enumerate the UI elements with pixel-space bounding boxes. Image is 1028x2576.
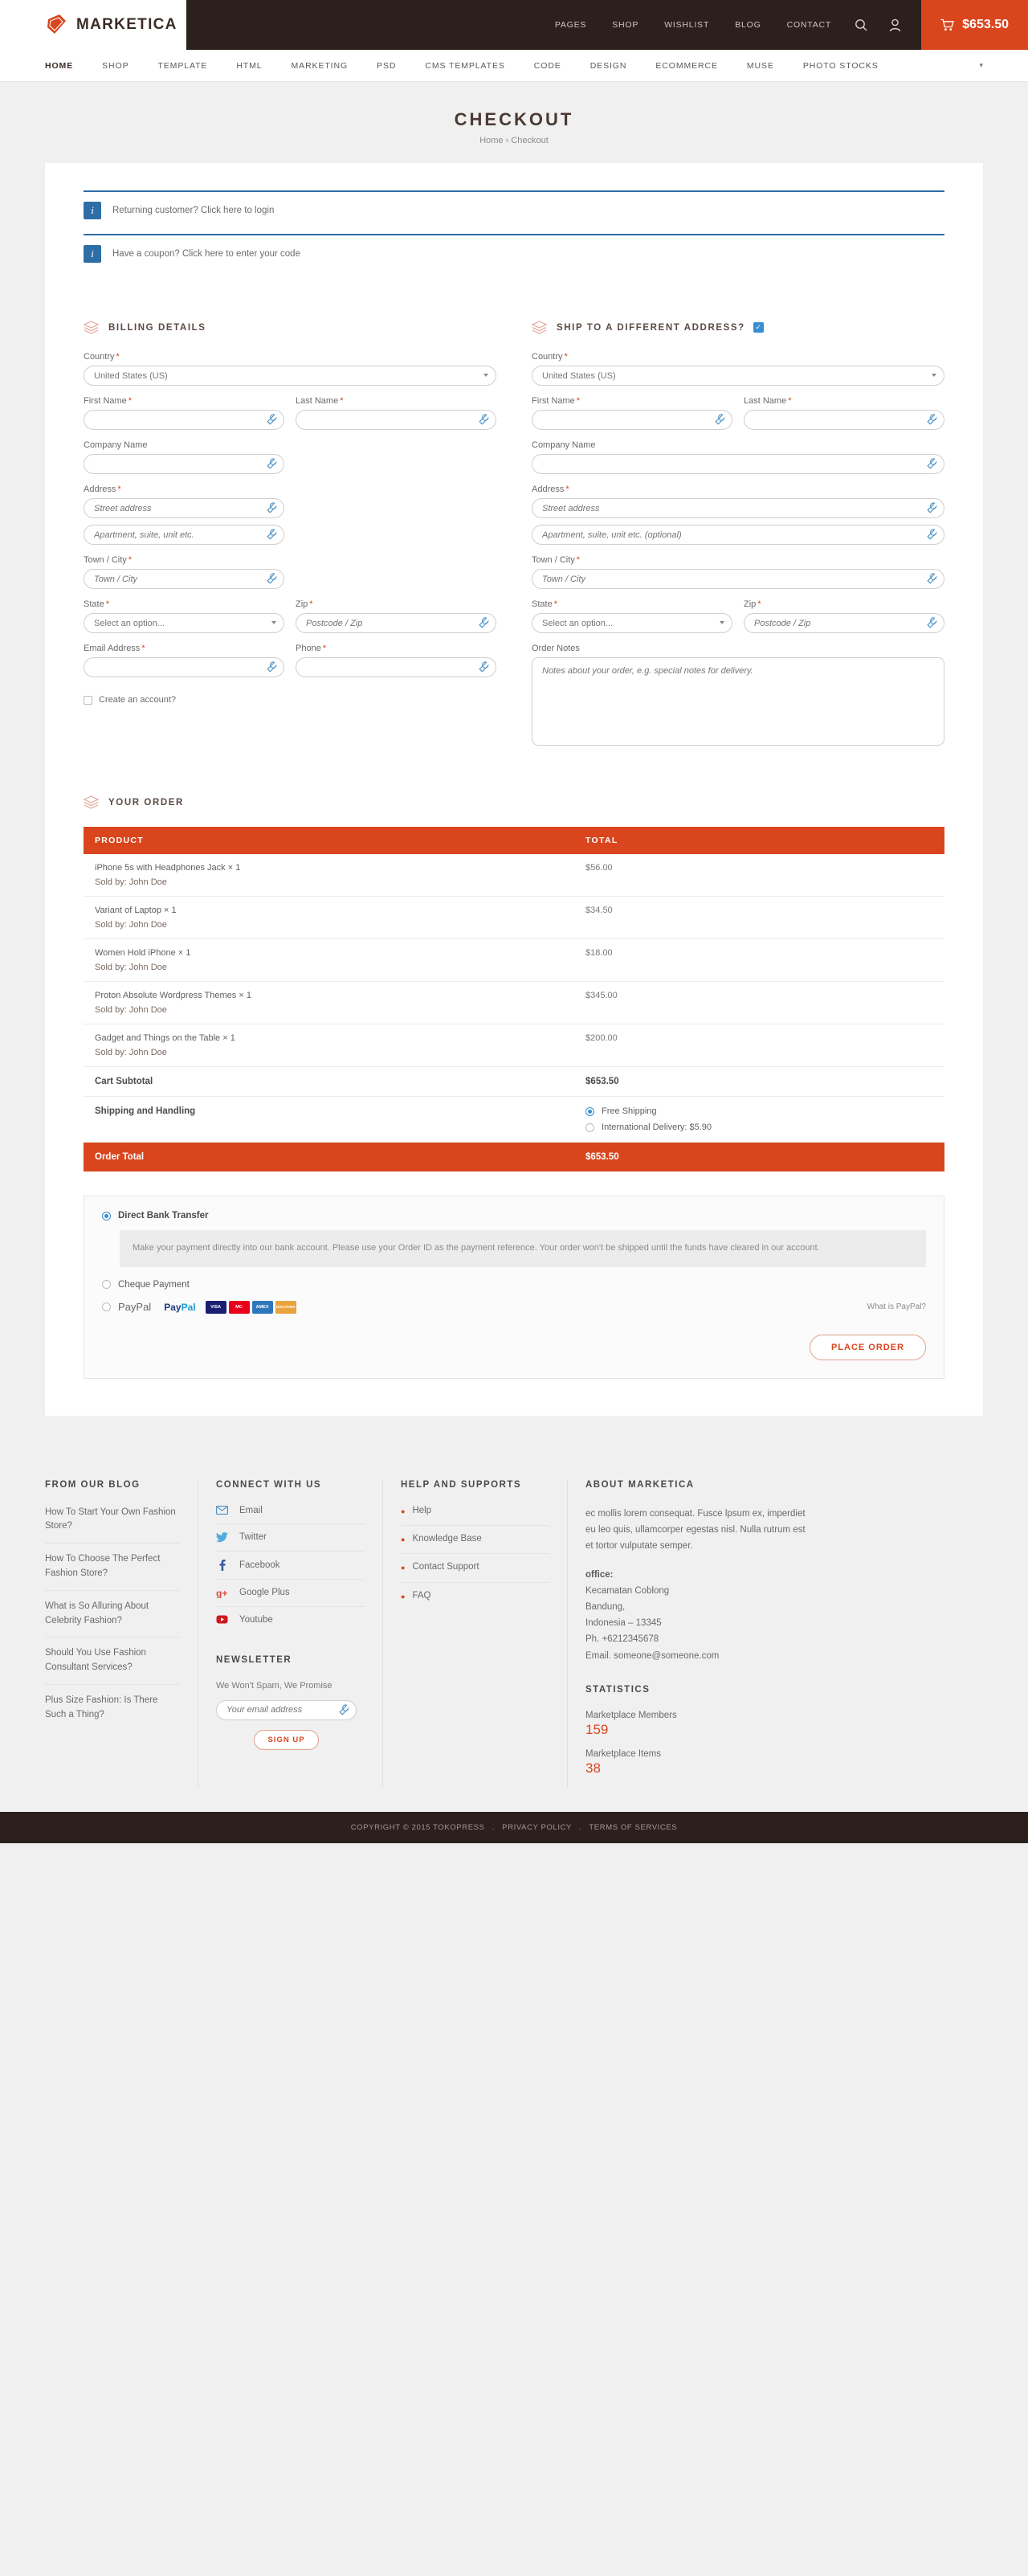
divider: .	[579, 1822, 582, 1832]
shipping-option-international[interactable]	[585, 1122, 933, 1132]
product-name: Variant of Laptop × 1	[95, 906, 177, 915]
shipping-label: Shipping and Handling	[84, 1097, 574, 1143]
shipping-option-free[interactable]	[585, 1106, 933, 1116]
order-notes-textarea[interactable]	[532, 657, 944, 746]
table-row	[84, 1024, 944, 1067]
cart-total: $653.50	[962, 18, 1009, 31]
wrench-icon	[927, 617, 937, 631]
billing-lastname-label: Last Name *	[296, 396, 344, 406]
wrench-icon	[267, 529, 277, 542]
footer-connect-column	[198, 1480, 382, 1788]
info-icon: i	[84, 202, 101, 219]
billing-company-group	[84, 440, 284, 474]
billing-email-input[interactable]	[84, 657, 284, 677]
order-total-row	[84, 1143, 944, 1172]
billing-lastname-group	[296, 396, 496, 430]
shipping-heading	[532, 321, 944, 334]
billing-heading	[84, 321, 496, 334]
radio-icon	[102, 1212, 111, 1221]
column-product: PRODUCT	[84, 827, 574, 854]
billing-country-select[interactable]	[84, 366, 496, 386]
column-total: TOTAL	[574, 827, 944, 854]
social-link-twitter[interactable]	[216, 1532, 365, 1552]
cart-subtotal-label: Cart Subtotal	[84, 1067, 574, 1097]
logo-text: MARKETICA	[76, 16, 177, 33]
order-table	[84, 827, 944, 1171]
shipping-city-label: Town / City *	[532, 555, 581, 565]
checkout-card	[45, 163, 983, 1416]
billing-firstname-group	[84, 396, 284, 430]
paypal-logo-icon: PayPal	[164, 1301, 196, 1313]
shipping-country-label: Country *	[532, 352, 568, 362]
shipping-city-group	[532, 555, 944, 589]
login-notice[interactable]	[84, 190, 944, 229]
social-link-google-plus[interactable]	[216, 1588, 365, 1607]
shipping-city-input[interactable]	[532, 569, 944, 589]
shipping-options	[574, 1097, 944, 1143]
top-navigation	[186, 0, 921, 50]
product-total: $18.00	[574, 939, 944, 982]
about-text: ec mollis lorem consequat. Fusce lpsum ex, imperdiet eu leo quis, ullamcorper egestas nisl. Nulla rutrum est et tortor vulputate semper.	[585, 1508, 806, 1551]
cart-icon	[940, 18, 954, 31]
social-link-youtube[interactable]	[216, 1615, 365, 1633]
shipping-zip-group	[744, 599, 944, 633]
billing-city-group	[84, 555, 284, 589]
twitter-icon	[216, 1532, 230, 1543]
checkbox-icon	[84, 696, 92, 705]
order-heading-text: YOUR ORDER	[108, 797, 184, 808]
social-label: Email	[239, 1505, 263, 1515]
wrench-icon	[339, 1704, 349, 1718]
privacy-policy-link[interactable]: PRIVACY POLICY	[502, 1822, 572, 1832]
social-link-email[interactable]	[216, 1506, 365, 1524]
shipping-company-input[interactable]	[532, 454, 944, 474]
office-label: office:	[585, 1569, 614, 1580]
order-total-value: $653.50	[574, 1143, 944, 1172]
amex-card-icon: AMEX	[252, 1301, 273, 1314]
stat-value: 159	[585, 1721, 609, 1737]
billing-email-label: Email Address *	[84, 644, 145, 653]
page-header	[0, 82, 1028, 163]
visa-card-icon: VISA	[206, 1301, 226, 1314]
shipping-option-label: Free Shipping	[602, 1106, 657, 1116]
product-total: $345.00	[574, 982, 944, 1024]
create-account-label: Create an account?	[99, 695, 177, 705]
shipping-firstname-group	[532, 396, 732, 430]
topnav-link-contact[interactable]: CONTACT	[786, 20, 832, 30]
newsletter-signup-button[interactable]: SIGN UP	[254, 1730, 318, 1750]
coupon-notice-text: Have a coupon? Click here to enter your code	[112, 249, 300, 259]
newsletter-title: NEWSLETTER	[216, 1654, 292, 1665]
billing-firstname-input[interactable]	[84, 410, 284, 430]
nav-item-psd[interactable]: PSD	[377, 60, 397, 71]
wrench-icon	[479, 661, 489, 675]
billing-lastname-input[interactable]	[296, 410, 496, 430]
copyright-text: COPYRIGHT © 2015 TOKOPRESS	[350, 1822, 485, 1832]
statistics-title: STATISTICS	[585, 1684, 651, 1695]
order-notes-group	[532, 644, 944, 748]
cart-subtotal-row	[84, 1067, 944, 1097]
radio-icon	[585, 1123, 594, 1132]
list-item[interactable]: Plus Size Fashion: Is There Such a Thing?	[45, 1695, 158, 1719]
help-label: Contact Support	[412, 1562, 479, 1572]
billing-company-label: Company Name	[84, 440, 148, 450]
wrench-icon	[267, 458, 277, 472]
product-total: $34.50	[574, 897, 944, 939]
office-line: Ph. +6212345678	[585, 1634, 659, 1645]
footer-help-column	[382, 1480, 567, 1788]
nav-item-marketing[interactable]: MARKETING	[291, 60, 349, 71]
wrench-icon	[267, 573, 277, 587]
billing-company-input[interactable]	[84, 454, 284, 474]
shipping-firstname-label: First Name *	[532, 396, 581, 406]
billing-state-label: State *	[84, 599, 109, 609]
billing-heading-text: BILLING DETAILS	[108, 322, 206, 333]
table-row	[84, 854, 944, 897]
shipping-address2-input[interactable]	[532, 525, 944, 545]
shipping-state-select[interactable]	[532, 613, 732, 633]
breadcrumb: Home › Checkout	[479, 136, 549, 145]
list-item[interactable]	[401, 1534, 549, 1554]
main-navigation	[0, 50, 1028, 82]
office-line: Email. someone@someone.com	[585, 1650, 720, 1661]
nav-item-shop[interactable]: SHOP	[102, 60, 129, 71]
bullet-icon: ●	[401, 1564, 406, 1572]
wrench-icon	[715, 414, 725, 427]
billing-city-input[interactable]	[84, 569, 284, 589]
shipping-state-label: State *	[532, 599, 557, 609]
shipping-country-select[interactable]	[532, 366, 944, 386]
ship-different-checkbox[interactable]: ✓	[753, 322, 764, 333]
payment-bank-label: Direct Bank Transfer	[118, 1211, 209, 1221]
product-total: $200.00	[574, 1024, 944, 1067]
order-total-label: Order Total	[84, 1143, 574, 1172]
help-label: FAQ	[412, 1590, 431, 1601]
help-label: Help	[412, 1505, 432, 1515]
office-line: Kecamatan Coblong	[585, 1586, 670, 1597]
billing-address1-input[interactable]	[84, 498, 284, 518]
site-logo[interactable]	[0, 0, 186, 50]
login-notice-text: Returning customer? Click here to login	[112, 206, 275, 215]
billing-firstname-label: First Name *	[84, 396, 133, 406]
nav-item-cms-templates[interactable]: CMS TEMPLATES	[425, 60, 505, 71]
social-label: Youtube	[239, 1614, 273, 1625]
chevron-down-icon	[483, 374, 488, 377]
bullet-icon: ●	[401, 1507, 406, 1515]
shipping-heading-text: SHIP TO A DIFFERENT ADDRESS?	[557, 322, 745, 333]
discover-card-icon: DISCOVER	[275, 1301, 296, 1314]
site-footer	[0, 1450, 1028, 1812]
shipping-address-label: Address *	[532, 485, 569, 494]
nav-item-photo-stocks[interactable]: PHOTO STOCKS	[802, 60, 879, 71]
list-item[interactable]	[401, 1591, 549, 1610]
topnav-link-pages[interactable]: PAGES	[554, 20, 587, 30]
facebook-icon	[216, 1560, 230, 1571]
what-is-paypal-link[interactable]: What is PayPal?	[867, 1302, 926, 1312]
order-item-cell	[84, 982, 574, 1024]
product-seller: Sold by: John Doe	[95, 920, 167, 930]
order-item-cell	[84, 1024, 574, 1067]
stat-label: Marketplace Members	[585, 1710, 677, 1720]
footer-blog-column	[45, 1480, 198, 1788]
newsletter-subtitle: We Won't Spam, We Promise	[216, 1680, 332, 1691]
shipping-state-group	[532, 599, 732, 633]
mail-icon	[216, 1506, 230, 1515]
payment-paypal-label: PayPal	[118, 1301, 152, 1314]
payment-cheque-label: Cheque Payment	[118, 1279, 190, 1290]
shipping-company-label: Company Name	[532, 440, 596, 450]
layers-icon	[84, 321, 99, 334]
nav-item-home[interactable]: HOME	[45, 60, 74, 71]
product-seller: Sold by: John Doe	[95, 1048, 167, 1057]
billing-phone-label: Phone *	[296, 644, 327, 653]
place-order-button[interactable]: PLACE ORDER	[810, 1335, 926, 1360]
coupon-notice[interactable]	[84, 234, 944, 272]
radio-icon	[102, 1302, 111, 1311]
table-row	[84, 897, 944, 939]
footer-about-column	[567, 1480, 832, 1788]
youtube-icon	[216, 1615, 230, 1624]
newsletter-input-wrap	[216, 1700, 357, 1720]
chevron-down-icon	[271, 621, 276, 624]
list-item[interactable]: How To Start Your Own Fashion Store?	[45, 1506, 180, 1544]
payment-option-cheque[interactable]	[102, 1280, 926, 1290]
billing-zip-group	[296, 599, 496, 633]
billing-zip-input[interactable]	[296, 613, 496, 633]
table-row	[84, 939, 944, 982]
shipping-option-label: International Delivery: $5.90	[602, 1122, 712, 1132]
billing-phone-group	[296, 644, 496, 677]
radio-icon	[102, 1280, 111, 1289]
wrench-icon	[927, 529, 937, 542]
order-table-header	[84, 827, 944, 854]
shipping-lastname-input[interactable]	[744, 410, 944, 430]
bullet-icon: ●	[401, 1535, 406, 1544]
terms-of-services-link[interactable]: TERMS OF SERVICES	[589, 1822, 678, 1832]
nav-item-template[interactable]: TEMPLATE	[157, 60, 208, 71]
wrench-icon	[267, 502, 277, 516]
footer-help-title: HELP AND SUPPORTS	[401, 1479, 522, 1490]
your-order-section	[84, 795, 944, 1379]
social-label: Google Plus	[239, 1588, 290, 1598]
cart-subtotal-value: $653.50	[574, 1067, 944, 1097]
product-name: iPhone 5s with Headphones Jack × 1	[95, 863, 241, 873]
nav-item-design[interactable]: DESIGN	[589, 60, 627, 71]
list-item[interactable]: How To Choose The Perfect Fashion Store?	[45, 1552, 180, 1591]
wrench-icon	[927, 458, 937, 472]
social-link-facebook[interactable]	[216, 1560, 365, 1580]
product-total: $56.00	[574, 854, 944, 897]
billing-address2-input[interactable]	[84, 525, 284, 545]
google-plus-icon	[216, 1588, 230, 1598]
wrench-icon	[267, 661, 277, 675]
shipping-lastname-group	[744, 396, 944, 430]
billing-email-group	[84, 644, 284, 677]
topnav-link-wishlist[interactable]: WISHLIST	[664, 20, 710, 30]
order-item-cell	[84, 854, 574, 897]
nav-item-muse[interactable]: MUSE	[746, 60, 774, 71]
shipping-zip-input[interactable]	[744, 613, 944, 633]
billing-phone-input[interactable]	[296, 657, 496, 677]
chevron-down-icon[interactable]: ▾	[979, 61, 983, 69]
billing-address-group	[84, 485, 284, 545]
order-item-cell	[84, 939, 574, 982]
layers-icon	[532, 321, 547, 334]
wrench-icon	[927, 502, 937, 516]
logo-mark-icon	[45, 13, 69, 37]
product-name: Women Hold iPhone × 1	[95, 948, 191, 958]
top-bar	[0, 0, 1028, 50]
payment-bank-description: Make your payment directly into our bank account. Please use your Order ID as the payment reference. Your order won't be shipped until the funds have cleared in our account.	[120, 1230, 926, 1267]
table-row	[84, 982, 944, 1024]
nav-item-ecommerce[interactable]: ECOMMERCE	[655, 60, 718, 71]
help-label: Knowledge Base	[412, 1533, 482, 1544]
billing-state-group	[84, 599, 284, 633]
shipping-address1-input[interactable]	[532, 498, 944, 518]
shipping-lastname-label: Last Name *	[744, 396, 792, 406]
payment-option-bank[interactable]	[102, 1211, 926, 1221]
product-seller: Sold by: John Doe	[95, 1005, 167, 1015]
newsletter-email-input[interactable]	[216, 1700, 357, 1720]
billing-city-label: Town / City *	[84, 555, 133, 565]
nav-item-code[interactable]: CODE	[533, 60, 561, 71]
billing-country-group	[84, 352, 496, 386]
create-account-checkbox[interactable]	[84, 695, 496, 705]
nav-item-html[interactable]: HTML	[236, 60, 263, 71]
list-item[interactable]	[401, 1506, 549, 1526]
wrench-icon	[927, 414, 937, 427]
search-icon[interactable]	[851, 14, 871, 35]
stat-value: 38	[585, 1760, 601, 1776]
bullet-icon: ●	[401, 1592, 406, 1601]
product-name: Gadget and Things on the Table × 1	[95, 1033, 235, 1043]
footer-connect-title: CONNECT WITH US	[216, 1479, 322, 1490]
footer-blog-title: FROM OUR BLOG	[45, 1479, 141, 1490]
wrench-icon	[267, 414, 277, 427]
cart-button[interactable]	[921, 0, 1028, 50]
topnav-link-shop[interactable]: SHOP	[612, 20, 639, 30]
chevron-down-icon	[720, 621, 724, 624]
order-item-cell	[84, 897, 574, 939]
footer-about-title: ABOUT MARKETICA	[585, 1479, 695, 1490]
office-line: Bandung,	[585, 1602, 626, 1613]
list-item[interactable]	[401, 1562, 549, 1582]
accepted-cards	[206, 1301, 296, 1314]
product-name: Proton Absolute Wordpress Themes × 1	[95, 991, 251, 1000]
list-item[interactable]: Should You Use Fashion Consultant Services?	[45, 1646, 180, 1685]
order-notes-label: Order Notes	[532, 644, 580, 653]
wrench-icon	[479, 617, 489, 631]
payment-option-paypal[interactable]	[102, 1301, 926, 1314]
wrench-icon	[479, 414, 489, 427]
svg-text:g+: g+	[216, 1587, 228, 1598]
shipping-row	[84, 1097, 944, 1143]
billing-address-label: Address *	[84, 485, 121, 494]
billing-zip-label: Zip *	[296, 599, 313, 609]
place-order-bar	[102, 1335, 926, 1360]
layers-icon	[84, 795, 99, 809]
shipping-country-group	[532, 352, 944, 386]
shipping-firstname-input[interactable]	[532, 410, 732, 430]
mastercard-icon: MC	[229, 1301, 250, 1314]
topnav-link-blog[interactable]: BLOG	[735, 20, 761, 30]
social-label: Facebook	[239, 1560, 280, 1570]
payment-methods	[84, 1196, 944, 1379]
stat-label: Marketplace Items	[585, 1748, 661, 1759]
product-seller: Sold by: John Doe	[95, 877, 167, 887]
chevron-down-icon	[932, 374, 936, 377]
shipping-address-group	[532, 485, 944, 545]
copyright-bar	[0, 1812, 1028, 1843]
page-title: CHECKOUT	[454, 109, 574, 129]
billing-details-section	[84, 293, 496, 758]
product-seller: Sold by: John Doe	[95, 963, 167, 972]
user-icon[interactable]	[884, 14, 905, 35]
billing-state-select[interactable]	[84, 613, 284, 633]
divider: .	[492, 1822, 496, 1832]
wrench-icon	[927, 573, 937, 587]
order-heading	[84, 795, 944, 809]
shipping-zip-label: Zip *	[744, 599, 761, 609]
office-line: Indonesia – 13345	[585, 1618, 662, 1629]
info-icon: i	[84, 245, 101, 263]
shipping-details-section	[532, 293, 944, 758]
social-label: Twitter	[239, 1532, 267, 1543]
radio-icon	[585, 1107, 594, 1116]
billing-country-label: Country *	[84, 352, 120, 362]
shipping-company-group	[532, 440, 944, 474]
list-item[interactable]: What is So Alluring About Celebrity Fashion?	[45, 1600, 180, 1638]
